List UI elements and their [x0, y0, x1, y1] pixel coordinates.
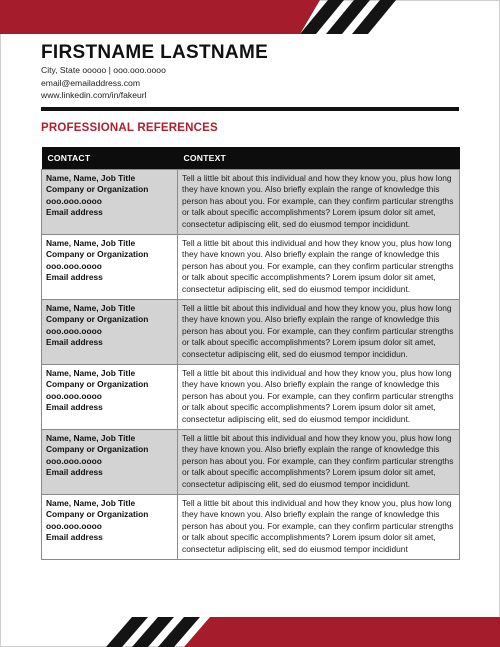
reference-contact [42, 365, 178, 430]
reference-context: Tell a little bit about this individual and how they know you, plus how long they have known you. Also briefly explain the range of knowledge this person has about you. For example, can they confirm particular strengths or talk about specific accomplishments? Lorem ipsum dolor sit amet, consectetur adipiscing elit, sed do eiusmod tempor incididunt. [178, 235, 460, 300]
bottom-red-band [184, 617, 500, 647]
reference-phone: ooo.ooo.oooo [46, 520, 102, 531]
reference-phone: ooo.ooo.oooo [46, 325, 102, 336]
reference-company: Company or Organization [46, 184, 149, 195]
reference-context: Tell a little bit about this individual and how they know you, plus how long they have known you. Also briefly explain the range of knowledge this person has about you. For example, can they confirm particular strengths or talk about specific accomplishments? Lorem ipsum dolor sit amet, consectetur adipiscing elit, sed do eiusmod tempor incididunt. [178, 170, 460, 235]
email-line: email@emailaddress.com [41, 77, 140, 88]
reference-context: Tell a little bit about this individual and how they know you, plus how long they have known you. Also briefly explain the range of knowledge this person has about you. For example, can they confirm particular strengths or talk about specific accomplishments? Lorem ipsum dolor sit amet, consectetur adipiscing elit, sed do eiusmod tempor incididunt. [178, 365, 460, 430]
reference-contact [42, 495, 178, 560]
reference-contact [42, 300, 178, 365]
reference-phone: ooo.ooo.oooo [46, 455, 102, 466]
reference-email: Email address [46, 337, 103, 348]
reference-contact [42, 170, 178, 235]
reference-email: Email address [46, 532, 103, 543]
header-divider [41, 107, 459, 111]
reference-context: Tell a little bit about this individual and how they know you, plus how long they have known you. Also briefly explain the range of knowledge this person has about you. For example, can they confirm particular strengths or talk about specific accomplishments? Lorem ipsum dolor sit amet, consectetur adipiscing elit, sed do eiusmod tempor incididunt [178, 495, 460, 560]
references-table [41, 147, 460, 560]
reference-email: Email address [46, 207, 103, 218]
reference-company: Company or Organization [46, 379, 149, 390]
reference-company: Company or Organization [46, 444, 149, 455]
full-name: FIRSTNAME LASTNAME [41, 42, 269, 63]
column-header-context: CONTEXT [178, 147, 460, 170]
reference-email: Email address [46, 402, 103, 413]
top-corner-decoration [0, 0, 500, 34]
bottom-corner-decoration [0, 617, 500, 647]
table-row [42, 495, 460, 560]
reference-context: Tell a little bit about this individual and how they know you, plus how long they have known you. Also briefly explain the range of knowledge this person has about you. For example, can they confirm particular strengths or talk about specific accomplishments? Lorem ipsum dolor sit amet, consectetur adipiscing elit, sed do eiusmod tempor incididun. [178, 300, 460, 365]
website-line: www.linkedin.com/in/fakeurl [41, 90, 147, 101]
table-header-row [42, 147, 460, 170]
contact-info [41, 64, 166, 102]
reference-company: Company or Organization [46, 509, 149, 520]
reference-name: Name, Name, Job Title [46, 238, 136, 248]
reference-name: Name, Name, Job Title [46, 173, 136, 183]
reference-name: Name, Name, Job Title [46, 498, 136, 508]
reference-contact [42, 430, 178, 495]
table-row [42, 365, 460, 430]
reference-name: Name, Name, Job Title [46, 303, 136, 313]
reference-email: Email address [46, 272, 103, 283]
reference-phone: ooo.ooo.oooo [46, 195, 102, 206]
table-row [42, 430, 460, 495]
reference-phone: ooo.ooo.oooo [46, 390, 102, 401]
address-phone-line: City, State ooooo | ooo.ooo.oooo [41, 65, 166, 75]
table-row [42, 170, 460, 235]
reference-name: Name, Name, Job Title [46, 368, 136, 378]
reference-name: Name, Name, Job Title [46, 433, 136, 443]
reference-contact [42, 235, 178, 300]
table-row [42, 300, 460, 365]
reference-context: Tell a little bit about this individual and how they know you, plus how long they have known you. Also briefly explain the range of knowledge this person has about you. For example, can they confirm particular strengths or talk about specific accomplishments? Lorem ipsum dolor sit amet, consectetur adipiscing elit, sed do eiusmod tempor incididunt. [178, 430, 460, 495]
reference-company: Company or Organization [46, 249, 149, 260]
top-red-band [0, 0, 320, 34]
table-row [42, 235, 460, 300]
reference-email: Email address [46, 467, 103, 478]
reference-phone: ooo.ooo.oooo [46, 260, 102, 271]
reference-company: Company or Organization [46, 314, 149, 325]
column-header-contact: CONTACT [42, 147, 178, 170]
section-title: PROFESSIONAL REFERENCES [41, 122, 218, 134]
